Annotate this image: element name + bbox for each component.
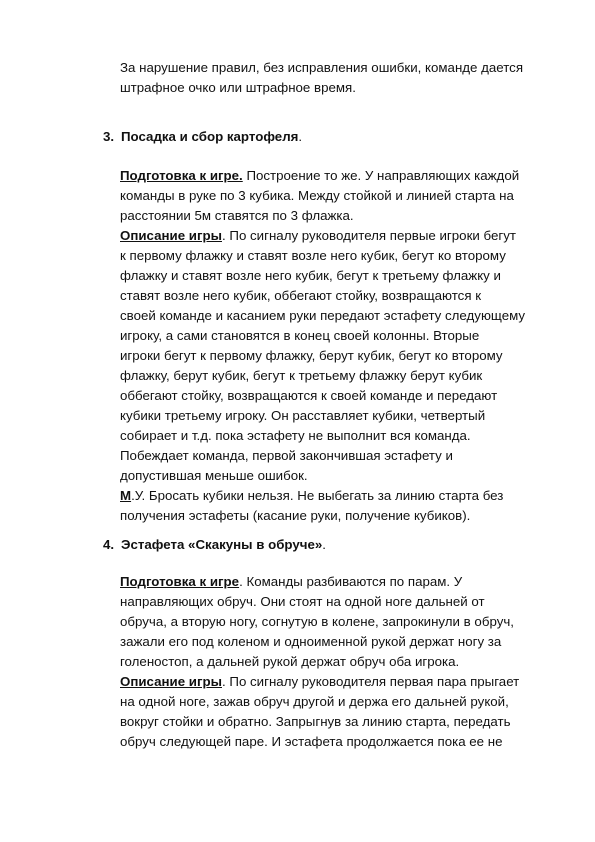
desc-line bbox=[120, 226, 560, 246]
text-line: обруч следующей паре. И эстафета продолжается пока ее не bbox=[120, 734, 503, 749]
text-line: собирает и т.д. пока эстафету не выполнит вся команда. bbox=[120, 428, 471, 443]
text-line: ставят возле него кубик, оббегают стойку, возвращаются к bbox=[120, 288, 482, 303]
text-line: За нарушение правил, без исправления ошибки, команде дается bbox=[120, 60, 524, 75]
desc-label: Описание игры bbox=[120, 228, 222, 243]
text-line: голеностоп, а дальней рукой держат обруч оба игрока. bbox=[120, 654, 460, 669]
text-line: кубики третьему игроку. Он расставляет кубики, четвертый bbox=[120, 408, 486, 423]
text-line: получения эстафеты (касание руки, получение кубиков). bbox=[120, 508, 471, 523]
section-title: Посадка и сбор картофеля bbox=[121, 129, 299, 144]
text-line: флажку и ставят возле него кубик, бегут к третьему флажку и bbox=[120, 268, 501, 283]
intro-paragraph bbox=[120, 58, 560, 98]
text-line: зажали его под коленом и одноименной рукой держат ногу за bbox=[120, 634, 502, 649]
desc-text: . По сигналу руководителя первая пара прыгает bbox=[222, 674, 520, 689]
title-period: . bbox=[298, 129, 303, 144]
prep-line bbox=[120, 166, 560, 186]
text-line: своей команде и касанием руки передают эстафету следующему bbox=[120, 308, 526, 323]
prep-text: . Команды разбиваются по парам. У bbox=[239, 574, 463, 589]
desc-line bbox=[120, 672, 560, 692]
text-line: направляющих обруч. Они стоят на одной ноге дальней от bbox=[120, 594, 485, 609]
section-number: 4. bbox=[103, 537, 115, 552]
text-line: вокруг стойки и обратно. Запрыгнув за линию старта, передать bbox=[120, 714, 511, 729]
section-number: 3. bbox=[103, 129, 115, 144]
prep-label: Подготовка к игре. bbox=[120, 168, 243, 183]
text-line: к первому флажку и ставят возле него кубик, бегут ко второму bbox=[120, 248, 506, 263]
text-line: на одной ноге, зажав обруч другой и держа его дальней рукой, bbox=[120, 694, 509, 709]
desc-label: Описание игры bbox=[120, 674, 222, 689]
section-4-body bbox=[120, 572, 560, 752]
text-line: команды в руке по 3 кубика. Между стойкой и линией старта на bbox=[120, 188, 514, 203]
text-line: игроки бегут к первому флажку, берут кубик, бегут ко второму bbox=[120, 348, 503, 363]
prep-text: Построение то же. У направляющих каждой bbox=[242, 168, 520, 183]
desc-text: . По сигналу руководителя первые игроки бегут bbox=[222, 228, 516, 243]
section-title: Эстафета «Скакуны в обруче» bbox=[121, 537, 323, 552]
mu-label: М bbox=[120, 488, 132, 503]
text-line: штрафное очко или штрафное время. bbox=[120, 80, 356, 95]
section-3-heading bbox=[103, 127, 302, 147]
text-line: оббегают стойку, возвращаются к своей команде и передают bbox=[120, 388, 498, 403]
text-line: Побеждает команда, первой закончившая эстафету и bbox=[120, 448, 453, 463]
title-period: . bbox=[322, 537, 326, 552]
text-line: расстоянии 5м ставятся по 3 флажка. bbox=[120, 208, 354, 223]
prep-line bbox=[120, 572, 560, 592]
text-line: обруча, а вторую ногу, согнутую в колене, запрокинули в обруч, bbox=[120, 614, 514, 629]
section-3-body bbox=[120, 166, 560, 526]
prep-label: Подготовка к игре bbox=[120, 574, 240, 589]
section-4-heading bbox=[103, 535, 326, 555]
text-line: флажку, берут кубик, бегут к третьему флажку берут кубик bbox=[120, 368, 483, 383]
text-line: допустившая меньше ошибок. bbox=[120, 468, 308, 483]
mu-line bbox=[120, 486, 560, 506]
text-line: игроку, а сами становятся в конец своей колонны. Вторые bbox=[120, 328, 480, 343]
mu-text: .У. Бросать кубики нельзя. Не выбегать за линию старта без bbox=[131, 488, 504, 503]
